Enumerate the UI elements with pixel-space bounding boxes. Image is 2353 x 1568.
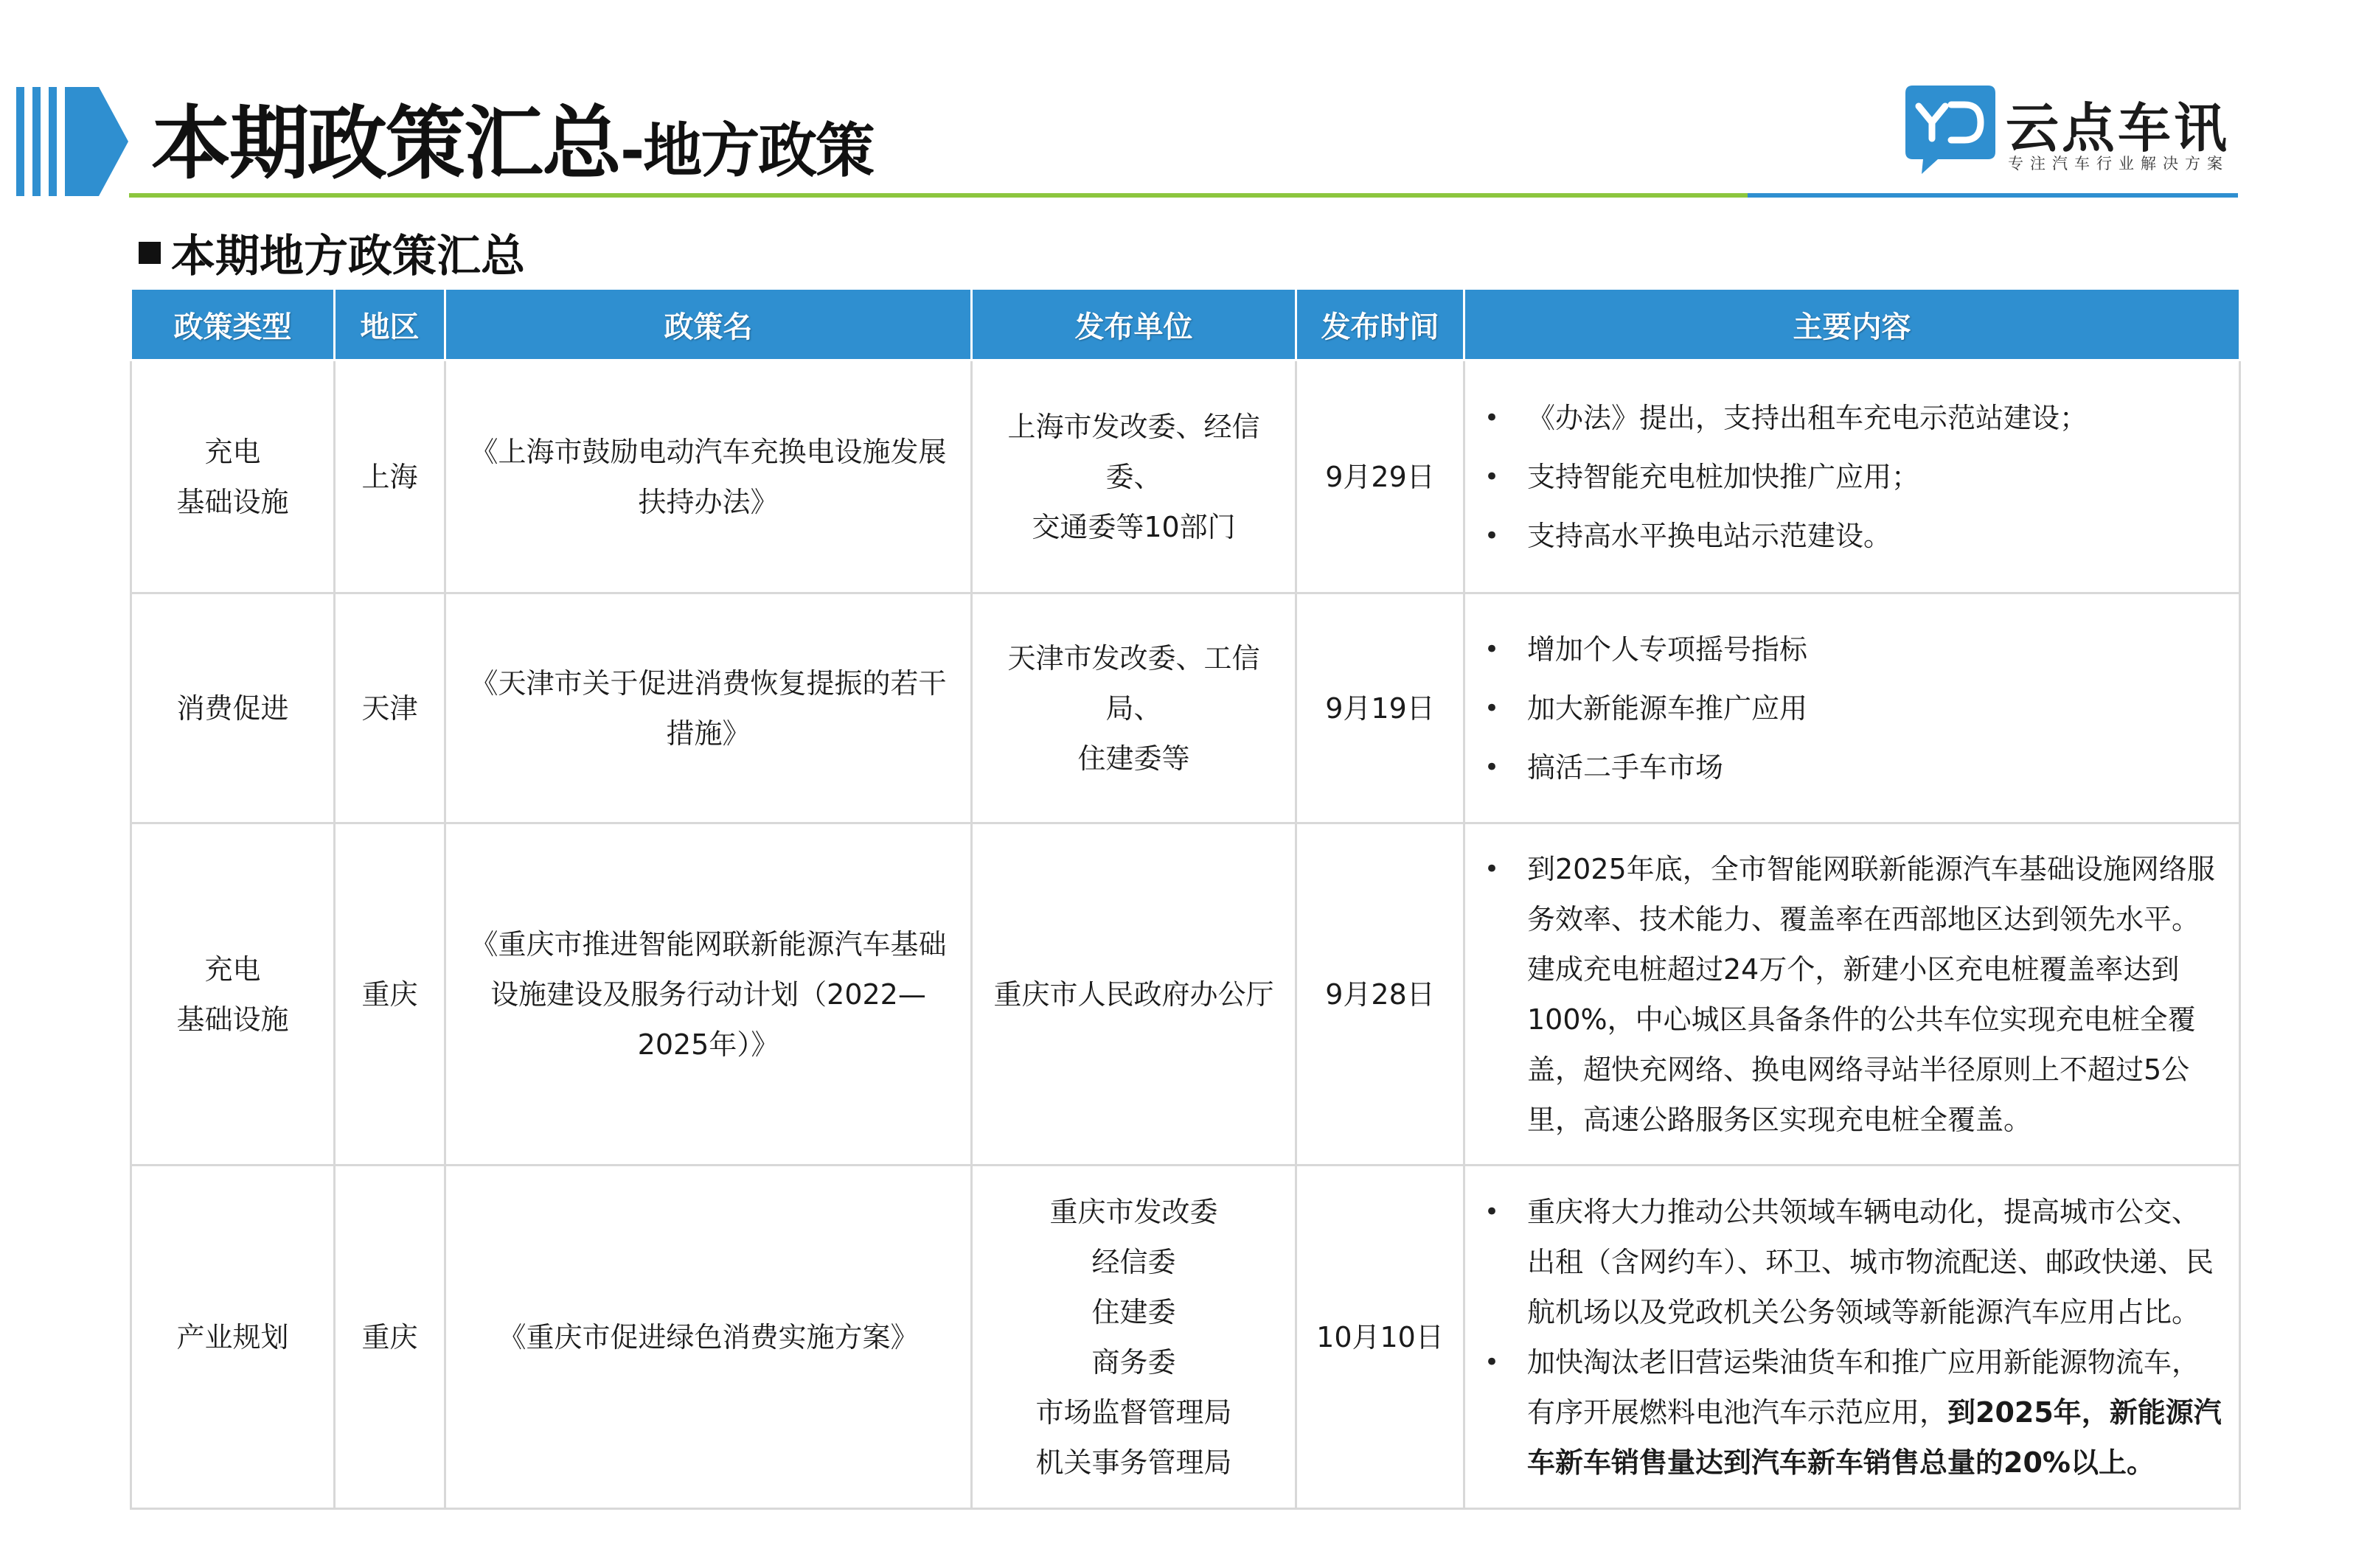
table-header-row [131,289,2240,360]
cell-text: 充电 [204,435,261,468]
cell-name [445,823,972,1165]
cell-issuer [972,1165,1296,1509]
cell-text: 市场监督管理局 [1035,1395,1232,1429]
cell-region: 天津 [335,593,445,823]
cell-text: 经信委 [1091,1245,1176,1278]
cell-type [131,1165,335,1509]
cell-text: 重庆市人民政府办公厅 [993,978,1274,1011]
content-item: • 支持智能充电桩加快推广应用； [1480,452,2225,502]
cell-text: 住建委 [1091,1295,1176,1328]
content-list [1480,393,2225,561]
content-item: • 搞活二手车市场 [1480,742,2225,792]
content-text: 加快淘汰老旧营运柴油货车和推广应用新能源物流车，有序开展燃料电池汽车示范应用， [1527,1345,2200,1429]
cell-text: 消费促进 [176,691,289,725]
header-content: 主要内容 [1464,289,2240,360]
cell-text: 机关事务管理局 [1035,1446,1232,1479]
cell-text: 《天津市关于促进消费恢复提振的若干 [470,666,947,700]
header-issuer: 发布单位 [972,289,1296,360]
cell-region: 重庆 [335,1165,445,1509]
cell-date: 9月29日 [1296,360,1464,593]
title-underline-green [129,193,1755,198]
cell-type [131,593,335,823]
content-list [1480,1187,2225,1488]
title-bars-decoration [16,87,134,196]
cell-text: 2025年）》 [637,1028,779,1061]
cell-content [1464,360,2240,593]
content-item: • 增加个人专项摇号指标 [1480,624,2225,675]
cell-content [1464,593,2240,823]
content-item: • 重庆将大力推动公共领域车辆电动化，提高城市公交、出租（含网约车）、环卫、城市物流配送、邮政快递、民航机场以及党政机关公务领域等新能源汽车应用占比。 [1480,1187,2225,1337]
cell-text: 《重庆市促进绿色消费实施方案》 [498,1320,919,1353]
table-row [131,593,2240,823]
content-item [1480,1337,2225,1488]
cell-text: 基础设施 [176,485,289,518]
cell-date: 9月28日 [1296,823,1464,1165]
cell-region: 重庆 [335,823,445,1165]
header-region: 地区 [335,289,445,360]
section-title: 本期地方政策汇总 [171,231,525,282]
cell-text: 基础设施 [176,1003,289,1036]
cell-text: 《上海市鼓励电动汽车充换电设施发展 [470,435,947,468]
cell-content [1464,1165,2240,1509]
cell-text: 《重庆市推进智能网联新能源汽车基础 [470,927,947,961]
cell-text: 天津市发改委、工信局、 [1007,641,1260,725]
section-heading [139,221,525,285]
cell-text: 交通委等10部门 [1032,510,1236,543]
page-title [151,90,873,206]
page-title-sub: -地方政策 [620,116,874,185]
policy-table [130,288,2241,1510]
cell-text: 商务委 [1091,1345,1176,1379]
cell-content [1464,823,2240,1165]
table-row [131,360,2240,593]
table-row [131,823,2240,1165]
header-type: 政策类型 [131,289,335,360]
title-underline-blue [1748,193,2238,198]
content-item: • 到2025年底，全市智能网联新能源汽车基础设施网络服务效率、技术能力、覆盖率在西部地区达到领先水平。建成充电桩超过24万个，新建小区充电桩覆盖率达到100%，中心城区具备条件的公共车位实现充电桩全覆盖，超快充网络、换电网络寻站半径原则上不超过5公里，高速公路服务区实现充电桩全覆盖。 [1480,844,2225,1145]
cell-date: 9月19日 [1296,593,1464,823]
content-list [1480,624,2225,792]
cell-type [131,823,335,1165]
cell-text: 上海市发改委、经信委、 [1007,410,1260,493]
cell-text: 住建委等 [1077,742,1190,775]
square-bullet-icon [139,242,161,264]
cell-name [445,1165,972,1509]
cell-name [445,593,972,823]
header-name: 政策名 [445,289,972,360]
cell-region: 上海 [335,360,445,593]
cell-text: 产业规划 [176,1320,289,1353]
cell-issuer [972,593,1296,823]
page-title-main: 本期政策汇总 [151,98,621,190]
cell-issuer [972,823,1296,1165]
logo-slogan: 专注汽车行业解决方案 [2008,155,2229,173]
content-item: • 《办法》提出，支持出租车充电示范站建设； [1480,393,2225,443]
brand-logo [1902,81,2242,184]
table-row [131,1165,2240,1509]
cell-text: 设施建设及服务行动计划（2022— [490,978,926,1011]
logo-name: 云点车讯 [2006,97,2231,159]
cell-issuer [972,360,1296,593]
cell-type [131,360,335,593]
cell-name [445,360,972,593]
cell-text: 充电 [204,952,261,986]
cell-text: 措施》 [666,717,751,750]
cell-text: 重庆市发改委 [1049,1195,1218,1228]
content-item: • 加大新能源车推广应用 [1480,683,2225,734]
content-highlight: 到2025年，新能源汽车新车销售量达到汽车新车销售总量的20%以上。 [1527,1395,2222,1479]
cell-text: 扶持办法》 [638,485,779,518]
content-list [1480,844,2225,1145]
yd-logo-icon [1902,81,1998,177]
content-item: • 支持高水平换电站示范建设。 [1480,511,2225,561]
cell-date: 10月10日 [1296,1165,1464,1509]
header-date: 发布时间 [1296,289,1464,360]
